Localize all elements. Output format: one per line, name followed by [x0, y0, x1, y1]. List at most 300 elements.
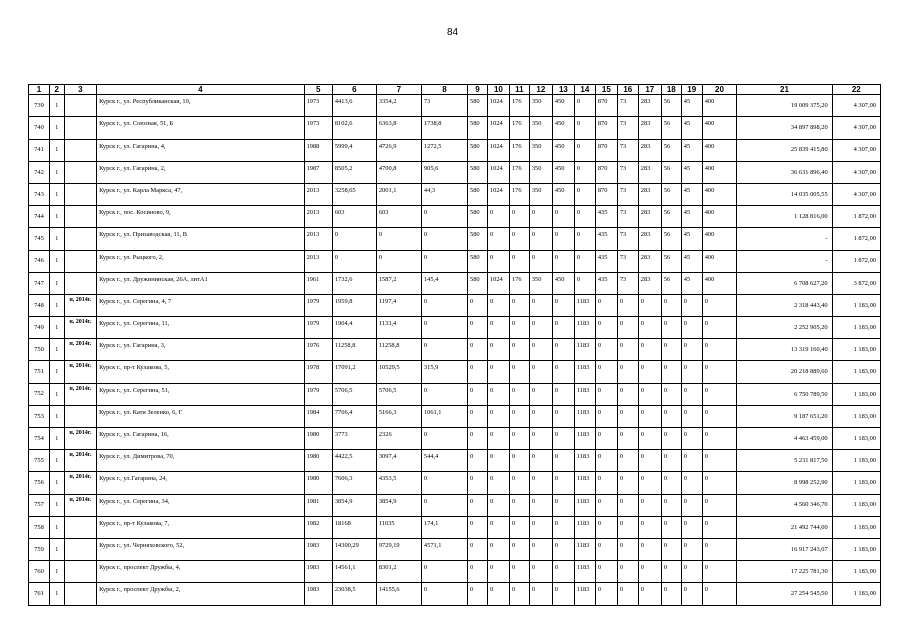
year-cell: 1983	[304, 583, 332, 605]
note-cell	[64, 95, 96, 117]
col13-cell: 0	[552, 583, 574, 605]
col15-cell: 0	[595, 561, 617, 583]
rate-cell: 1 183,00	[832, 428, 880, 450]
col12-cell: 0	[529, 405, 552, 427]
col12-cell: 350	[529, 183, 552, 205]
flag-cell: 1	[49, 538, 64, 560]
col17-cell: 0	[638, 383, 661, 405]
table-row	[29, 183, 881, 205]
address-cell: Курск г., ул. Республиканская, 10,	[97, 95, 304, 117]
address-cell: Курск г., ул. Черняховского, 52,	[97, 538, 304, 560]
col12-cell: 350	[529, 161, 552, 183]
area-living-cell: 0	[376, 228, 421, 250]
col20-cell: 0	[702, 361, 737, 383]
col15-cell: 435	[595, 228, 617, 250]
col15-cell: 0	[595, 583, 617, 605]
rate-cell: 1 183,00	[832, 450, 880, 472]
col17-cell: 283	[638, 206, 661, 228]
col16-cell: 0	[617, 294, 638, 316]
area-other-cell: 1061,1	[421, 405, 467, 427]
col20-cell: 0	[702, 516, 737, 538]
area-total-cell: 1959,8	[332, 294, 376, 316]
col18-cell: 0	[661, 472, 681, 494]
table-row	[29, 95, 881, 117]
amount-cell: 17 225 781,30	[737, 561, 832, 583]
col11-cell: 0	[509, 516, 529, 538]
col17-cell: 283	[638, 95, 661, 117]
col18-cell: 0	[661, 294, 681, 316]
col16-cell: 0	[617, 361, 638, 383]
col9-cell: 0	[468, 494, 488, 516]
col15-cell: 0	[595, 383, 617, 405]
col11-cell: 0	[509, 294, 529, 316]
column-header: 16	[617, 85, 638, 95]
area-other-cell: 73	[421, 95, 467, 117]
table-body	[29, 95, 881, 605]
amount-cell: 8 998 252,90	[737, 472, 832, 494]
col9-cell: 0	[468, 428, 488, 450]
col19-cell: 0	[681, 538, 702, 560]
address-cell: Курск г., ул. Гагарина, 3,	[97, 339, 304, 361]
col12-cell: 0	[529, 250, 552, 272]
year-cell: 1983	[304, 538, 332, 560]
col15-cell: 870	[595, 95, 617, 117]
year-cell: 1979	[304, 317, 332, 339]
col11-cell: 176	[509, 95, 529, 117]
housing-register-table	[28, 84, 881, 606]
col9-cell: 0	[468, 294, 488, 316]
col18-cell: 56	[661, 139, 681, 161]
col18-cell: 56	[661, 95, 681, 117]
col10-cell: 0	[487, 405, 509, 427]
amount-cell: 21 492 744,00	[737, 516, 832, 538]
col9-cell: 580	[468, 250, 488, 272]
col16-cell: 0	[617, 561, 638, 583]
col17-cell: 283	[638, 272, 661, 294]
col17-cell: 0	[638, 317, 661, 339]
area-total-cell: 14561,1	[332, 561, 376, 583]
flag-cell: 1	[49, 494, 64, 516]
area-other-cell: 905,6	[421, 161, 467, 183]
col14-cell: 1183	[574, 561, 595, 583]
col14-cell: 1183	[574, 405, 595, 427]
col18-cell: 0	[661, 538, 681, 560]
area-total-cell: 3773	[332, 428, 376, 450]
table-row	[29, 206, 881, 228]
col10-cell: 1024	[487, 117, 509, 139]
area-other-cell: 0	[421, 561, 467, 583]
column-header: 4	[97, 85, 304, 95]
col15-cell: 0	[595, 294, 617, 316]
col14-cell: 1183	[574, 317, 595, 339]
area-total-cell: 14300,29	[332, 538, 376, 560]
col14-cell: 1183	[574, 428, 595, 450]
rate-cell: 1 872,00	[832, 206, 880, 228]
area-other-cell: 0	[421, 383, 467, 405]
col13-cell: 0	[552, 228, 574, 250]
area-total-cell: 17091,2	[332, 361, 376, 383]
flag-cell: 1	[49, 250, 64, 272]
flag-cell: 1	[49, 361, 64, 383]
column-header: 8	[421, 85, 467, 95]
note-cell: н, 2014г.	[64, 383, 96, 405]
area-living-cell: 5166,3	[376, 405, 421, 427]
col9-cell: 0	[468, 339, 488, 361]
rate-cell: 1 183,00	[832, 317, 880, 339]
note-cell: н, 2014г.	[64, 339, 96, 361]
area-living-cell: 6363,8	[376, 117, 421, 139]
area-living-cell: 3854,9	[376, 494, 421, 516]
col17-cell: 283	[638, 250, 661, 272]
address-cell: Курск г., ул. Дружининская, 26А, литА1	[97, 272, 304, 294]
col10-cell: 0	[487, 450, 509, 472]
address-cell: Курск г., пр-т Кулакова, 5,	[97, 361, 304, 383]
col19-cell: 0	[681, 472, 702, 494]
col20-cell: 400	[702, 206, 737, 228]
col10-cell: 0	[487, 317, 509, 339]
note-cell: н, 2014г.	[64, 450, 96, 472]
col17-cell: 0	[638, 538, 661, 560]
col14-cell: 1183	[574, 450, 595, 472]
table-row	[29, 294, 881, 316]
col11-cell: 0	[509, 317, 529, 339]
amount-cell: 36 631 896,40	[737, 161, 832, 183]
col14-cell: 1183	[574, 361, 595, 383]
col12-cell: 0	[529, 206, 552, 228]
address-cell: Курск г., пр-т Кулакова, 7,	[97, 516, 304, 538]
year-cell: 1982	[304, 516, 332, 538]
col13-cell: 450	[552, 117, 574, 139]
year-cell: 1976	[304, 339, 332, 361]
rate-cell: 1 183,00	[832, 361, 880, 383]
flag-cell: 1	[49, 428, 64, 450]
year-cell: 1973	[304, 95, 332, 117]
address-cell: Курск г., ул. Серегина, 34,	[97, 494, 304, 516]
col13-cell: 0	[552, 339, 574, 361]
note-cell	[64, 516, 96, 538]
col13-cell: 0	[552, 206, 574, 228]
col10-cell: 0	[487, 428, 509, 450]
area-living-cell: 1197,4	[376, 294, 421, 316]
note-cell: н, 2014г.	[64, 428, 96, 450]
col16-cell: 0	[617, 538, 638, 560]
col16-cell: 73	[617, 250, 638, 272]
address-cell: Курск г., проспект Дружбы, 4,	[97, 561, 304, 583]
col10-cell: 0	[487, 561, 509, 583]
year-cell: 1981	[304, 494, 332, 516]
flag-cell: 1	[49, 272, 64, 294]
col14-cell: 1183	[574, 472, 595, 494]
year-cell: 1980	[304, 428, 332, 450]
col16-cell: 0	[617, 339, 638, 361]
col20-cell: 400	[702, 161, 737, 183]
col15-cell: 870	[595, 161, 617, 183]
col10-cell: 0	[487, 383, 509, 405]
area-total-cell: 5706,5	[332, 383, 376, 405]
col9-cell: 580	[468, 183, 488, 205]
col20-cell: 0	[702, 494, 737, 516]
header-row	[29, 85, 881, 95]
area-living-cell: 4700,8	[376, 161, 421, 183]
area-other-cell: 0	[421, 494, 467, 516]
area-total-cell: 7606,3	[332, 472, 376, 494]
table-row	[29, 361, 881, 383]
col12-cell: 0	[529, 538, 552, 560]
col16-cell: 0	[617, 494, 638, 516]
col18-cell: 56	[661, 206, 681, 228]
col10-cell: 1024	[487, 161, 509, 183]
col16-cell: 73	[617, 272, 638, 294]
flag-cell: 1	[49, 294, 64, 316]
col11-cell: 0	[509, 206, 529, 228]
col9-cell: 580	[468, 272, 488, 294]
year-cell: 1980	[304, 472, 332, 494]
table-row	[29, 161, 881, 183]
col17-cell: 0	[638, 516, 661, 538]
amount-cell: 2 252 905,20	[737, 317, 832, 339]
flag-cell: 1	[49, 161, 64, 183]
col20-cell: 0	[702, 294, 737, 316]
amount-cell: 6 708 627,20	[737, 272, 832, 294]
area-other-cell: 544,4	[421, 450, 467, 472]
rate-cell: 1 872,00	[832, 250, 880, 272]
column-header: 6	[332, 85, 376, 95]
col16-cell: 73	[617, 161, 638, 183]
col11-cell: 0	[509, 561, 529, 583]
table-row	[29, 428, 881, 450]
col12-cell: 0	[529, 561, 552, 583]
col10-cell: 1024	[487, 272, 509, 294]
area-living-cell: 9729,19	[376, 538, 421, 560]
address-cell: Курск г., ул. Карла Маркса, 47,	[97, 183, 304, 205]
col19-cell: 45	[681, 250, 702, 272]
address-cell: Курск г., ул. Гагарина, 16,	[97, 428, 304, 450]
column-header: 11	[509, 85, 529, 95]
column-header: 9	[468, 85, 488, 95]
row-number: 751	[29, 361, 50, 383]
col12-cell: 0	[529, 383, 552, 405]
col19-cell: 0	[681, 339, 702, 361]
col13-cell: 0	[552, 428, 574, 450]
table-row	[29, 583, 881, 605]
col14-cell: 1183	[574, 339, 595, 361]
col20-cell: 0	[702, 317, 737, 339]
column-header: 20	[702, 85, 737, 95]
note-cell	[64, 538, 96, 560]
col17-cell: 0	[638, 339, 661, 361]
row-number: 744	[29, 206, 50, 228]
col14-cell: 1183	[574, 294, 595, 316]
column-header: 19	[681, 85, 702, 95]
amount-cell: 34 897 898,20	[737, 117, 832, 139]
col13-cell: 0	[552, 494, 574, 516]
col16-cell: 73	[617, 228, 638, 250]
col13-cell: 0	[552, 561, 574, 583]
year-cell: 1988	[304, 139, 332, 161]
area-total-cell: 3258,65	[332, 183, 376, 205]
address-cell: Курск г., проспект Дружбы, 2,	[97, 583, 304, 605]
col12-cell: 0	[529, 339, 552, 361]
col11-cell: 0	[509, 450, 529, 472]
col16-cell: 0	[617, 405, 638, 427]
col11-cell: 176	[509, 272, 529, 294]
col14-cell: 0	[574, 117, 595, 139]
col14-cell: 1183	[574, 538, 595, 560]
amount-cell: -	[737, 250, 832, 272]
area-living-cell: 8301,2	[376, 561, 421, 583]
address-cell: Курск г., ул. Кати Зеленко, 6, Г	[97, 405, 304, 427]
col16-cell: 73	[617, 183, 638, 205]
col12-cell: 0	[529, 428, 552, 450]
note-cell: н, 2014г.	[64, 472, 96, 494]
col15-cell: 0	[595, 472, 617, 494]
col18-cell: 0	[661, 428, 681, 450]
col13-cell: 450	[552, 183, 574, 205]
col15-cell: 0	[595, 494, 617, 516]
area-total-cell: 8505,2	[332, 161, 376, 183]
col18-cell: 56	[661, 161, 681, 183]
area-living-cell: 5706,5	[376, 383, 421, 405]
area-other-cell: 0	[421, 206, 467, 228]
col20-cell: 0	[702, 405, 737, 427]
col9-cell: 580	[468, 228, 488, 250]
area-other-cell: 315,9	[421, 361, 467, 383]
area-other-cell: 145,4	[421, 272, 467, 294]
col20-cell: 0	[702, 339, 737, 361]
col18-cell: 56	[661, 228, 681, 250]
col16-cell: 0	[617, 450, 638, 472]
col15-cell: 435	[595, 206, 617, 228]
area-other-cell: 174,1	[421, 516, 467, 538]
col15-cell: 0	[595, 361, 617, 383]
area-other-cell: 0	[421, 428, 467, 450]
table-row	[29, 317, 881, 339]
col20-cell: 400	[702, 228, 737, 250]
col11-cell: 0	[509, 228, 529, 250]
row-number: 752	[29, 383, 50, 405]
col10-cell: 1024	[487, 95, 509, 117]
col9-cell: 0	[468, 583, 488, 605]
col13-cell: 0	[552, 361, 574, 383]
col13-cell: 0	[552, 294, 574, 316]
col19-cell: 0	[681, 317, 702, 339]
row-number: 747	[29, 272, 50, 294]
row-number: 745	[29, 228, 50, 250]
flag-cell: 1	[49, 450, 64, 472]
address-cell: Курск г., ул. Серегина, 51,	[97, 383, 304, 405]
col18-cell: 0	[661, 383, 681, 405]
col15-cell: 870	[595, 183, 617, 205]
area-living-cell: 11035	[376, 516, 421, 538]
col12-cell: 350	[529, 272, 552, 294]
row-number: 759	[29, 538, 50, 560]
rate-cell: 1 183,00	[832, 494, 880, 516]
rate-cell: 4 307,00	[832, 161, 880, 183]
flag-cell: 1	[49, 206, 64, 228]
col18-cell: 56	[661, 272, 681, 294]
col10-cell: 0	[487, 538, 509, 560]
row-number: 757	[29, 494, 50, 516]
col15-cell: 435	[595, 250, 617, 272]
area-total-cell: 603	[332, 206, 376, 228]
area-living-cell: 603	[376, 206, 421, 228]
col17-cell: 0	[638, 472, 661, 494]
col16-cell: 73	[617, 139, 638, 161]
area-living-cell: 11258,8	[376, 339, 421, 361]
area-total-cell: 18168	[332, 516, 376, 538]
row-number: 750	[29, 339, 50, 361]
area-total-cell: 0	[332, 250, 376, 272]
note-cell	[64, 250, 96, 272]
col9-cell: 0	[468, 361, 488, 383]
rate-cell: 4 307,00	[832, 95, 880, 117]
amount-cell: 20 218 889,60	[737, 361, 832, 383]
flag-cell: 1	[49, 317, 64, 339]
table-row	[29, 117, 881, 139]
col17-cell: 0	[638, 405, 661, 427]
col17-cell: 283	[638, 183, 661, 205]
flag-cell: 1	[49, 472, 64, 494]
col19-cell: 0	[681, 561, 702, 583]
year-cell: 1980	[304, 450, 332, 472]
note-cell	[64, 117, 96, 139]
address-cell: Курск г., ул.Гагарина, 24,	[97, 472, 304, 494]
col15-cell: 0	[595, 516, 617, 538]
col12-cell: 0	[529, 294, 552, 316]
note-cell	[64, 183, 96, 205]
col14-cell: 0	[574, 228, 595, 250]
row-number: 742	[29, 161, 50, 183]
area-total-cell: 1904,4	[332, 317, 376, 339]
col16-cell: 73	[617, 95, 638, 117]
flag-cell: 1	[49, 183, 64, 205]
col10-cell: 0	[487, 494, 509, 516]
area-total-cell: 5999,4	[332, 139, 376, 161]
note-cell	[64, 272, 96, 294]
col9-cell: 0	[468, 472, 488, 494]
col14-cell: 1183	[574, 583, 595, 605]
col16-cell: 0	[617, 583, 638, 605]
col12-cell: 0	[529, 450, 552, 472]
col9-cell: 580	[468, 206, 488, 228]
col16-cell: 73	[617, 117, 638, 139]
column-header: 22	[832, 85, 880, 95]
col20-cell: 400	[702, 250, 737, 272]
column-header: 17	[638, 85, 661, 95]
col17-cell: 283	[638, 161, 661, 183]
year-cell: 1979	[304, 383, 332, 405]
col17-cell: 283	[638, 139, 661, 161]
address-cell: Курск г., ул. Рыцкого, 2,	[97, 250, 304, 272]
area-living-cell: 3354,2	[376, 95, 421, 117]
col18-cell: 56	[661, 250, 681, 272]
note-cell	[64, 228, 96, 250]
col19-cell: 0	[681, 428, 702, 450]
address-cell: Курск г., пос. Косиново, 9,	[97, 206, 304, 228]
col9-cell: 0	[468, 383, 488, 405]
area-total-cell: 0	[332, 228, 376, 250]
col10-cell: 1024	[487, 139, 509, 161]
row-number: 761	[29, 583, 50, 605]
col18-cell: 0	[661, 361, 681, 383]
area-other-cell: 0	[421, 472, 467, 494]
column-header: 21	[737, 85, 832, 95]
col17-cell: 283	[638, 117, 661, 139]
flag-cell: 1	[49, 583, 64, 605]
col19-cell: 0	[681, 516, 702, 538]
area-living-cell: 1587,2	[376, 272, 421, 294]
col14-cell: 0	[574, 206, 595, 228]
